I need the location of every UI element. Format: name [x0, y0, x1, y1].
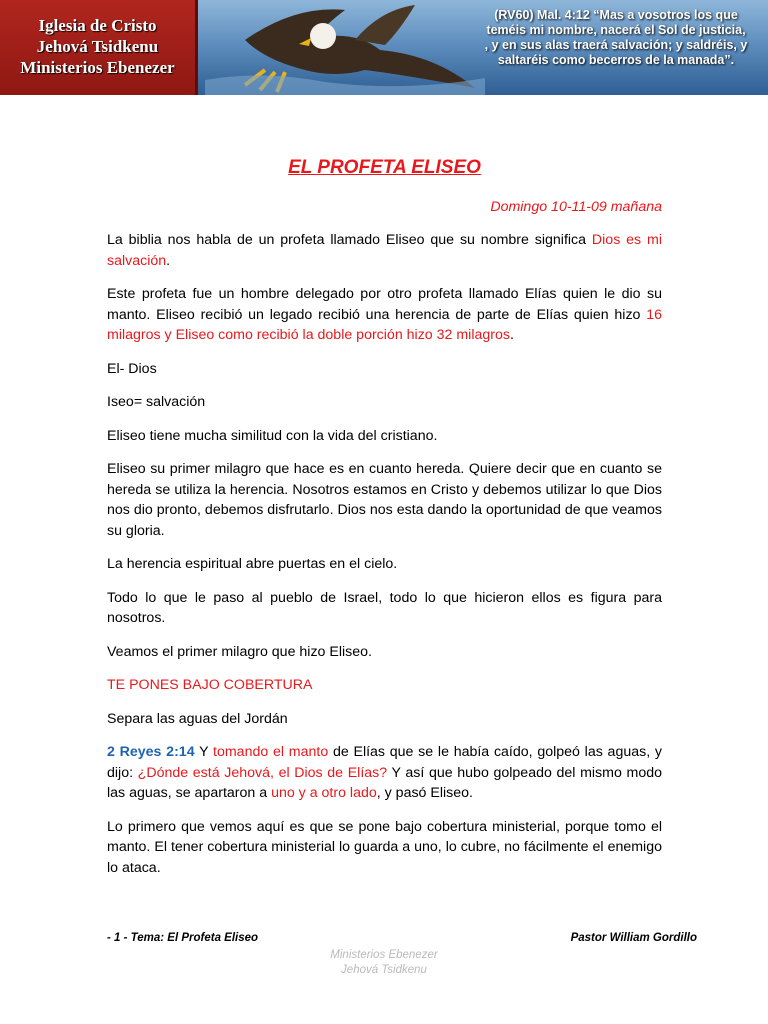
paragraph-3: El- Dios [107, 360, 157, 377]
p1-end: . [166, 252, 171, 269]
church-name-line-1: Iglesia de Cristo [38, 16, 157, 35]
paragraph-4: Iseo= salvación [107, 394, 206, 410]
p2-highlight: 16 milagros y Eliseo como recibió la doble porción hizo 32 milagros [107, 306, 662, 343]
paragraph-8: Todo lo que le paso al pueblo de Israel, todo lo que hicieron ellos es figura para nosotros. [107, 589, 662, 626]
watermark-line-2: Jehová Tsidkenu [341, 964, 427, 976]
p2-end: . [509, 327, 514, 343]
watermark-line-1: Ministerios Ebenezer [330, 949, 438, 961]
p11-d: ¿Dónde está Jehová, el Dios de Elías? [137, 764, 388, 781]
paragraph-11 [107, 742, 662, 804]
p11-a: Y [194, 744, 214, 760]
header-banner [0, 0, 768, 95]
paragraph-7: La herencia espiritual abre puertas en el cielo. [107, 556, 398, 572]
document-title: EL PROFETA ELISEO [288, 157, 481, 178]
p11-e: Y así que hubo golpeado del mismo modo las aguas, se apartaron a [107, 764, 662, 801]
church-name-panel [0, 0, 198, 95]
verse-line-2: teméis mi nombre, nacerá el Sol de justicia, [486, 23, 746, 37]
p11-f: uno y a otro lado [271, 785, 377, 801]
paragraph-6: Eliseo su primer milagro que hace es en cuanto hereda. Quiere decir que en cuanto se hereda se utiliza la herencia. Nosotros estamos en Cristo y debemos utilizar lo que Dios nos dio pronto, debemos disfrutarlo. Dios nos esta dando la oportunidad de que veamos su gloria. [107, 461, 662, 539]
p2-text: Este profeta fue un hombre delegado por otro profeta llamado Elías quien le dio su manto. Eliseo recibió un legado recibió una herencia de parte de Elías quien hizo [107, 286, 662, 323]
paragraph-9: Veamos el primer milagro que hizo Eliseo. [107, 643, 372, 660]
church-name-line-2: Jehová Tsidkenu [36, 37, 159, 56]
church-name-line-3: Ministerios Ebenezer [20, 58, 175, 77]
p11-g: , y pasó Eliseo. [376, 785, 473, 801]
p11-c: de Elías que se le había caído, golpeó las aguas, y dijo: [107, 744, 662, 781]
paragraph-12: Lo primero que vemos aquí es que se pone bajo cobertura ministerial, porque tomo el manto. El tener cobertura ministerial lo guarda a uno, lo cubre, no fácilmente el enemigo lo ataca. [107, 818, 662, 876]
document-body [107, 156, 662, 891]
p11-b: tomando el manto [213, 744, 329, 760]
verse-line-1: (RV60) Mal. 4:12 “Mas a vosotros los que [494, 8, 738, 22]
verse-box [470, 8, 762, 90]
paragraph-5: Eliseo tiene mucha similitud con la vida del cristiano. [107, 427, 438, 444]
p1-text: La biblia nos habla de un profeta llamado Eliseo que su nombre significa [107, 232, 592, 248]
section-heading: TE PONES BAJO COBERTURA [107, 677, 313, 693]
scripture-reference: 2 Reyes 2:14 [107, 744, 195, 760]
verse-line-4: saltaréis como becerros de la manada”. [497, 53, 735, 67]
footer-topic: - 1 - Tema: El Profeta Eliseo [107, 932, 259, 944]
paragraph-10: Separa las aguas del Jordán [107, 710, 288, 727]
paragraph-1 [107, 230, 662, 271]
sermon-date: Domingo 10-11-09 mañana [490, 198, 662, 215]
eagle-image [205, 0, 485, 95]
verse-line-3: , y en sus alas traerá salvación; y saldréis, y [484, 38, 748, 52]
paragraph-2 [107, 284, 662, 346]
p1-highlight: Dios es mi salvación [107, 232, 662, 269]
watermark [0, 948, 768, 978]
footer-author: Pastor William Gordillo [570, 932, 697, 944]
